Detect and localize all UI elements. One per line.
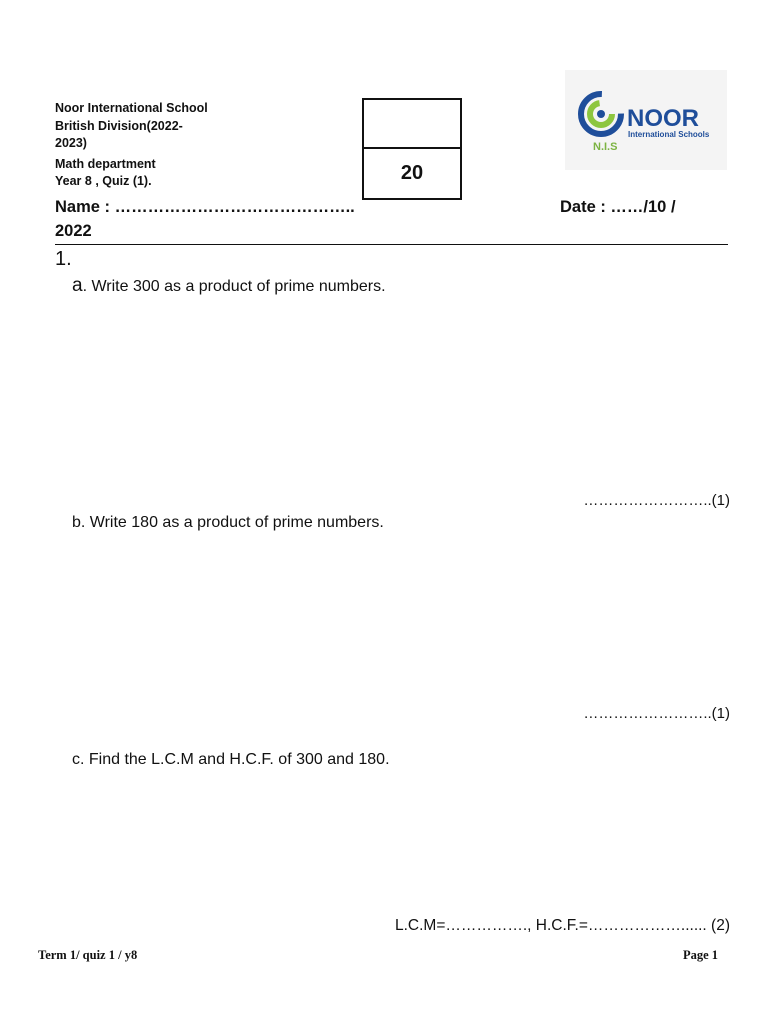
department: Math department [55, 156, 156, 171]
school-division: British Division(2022- [55, 118, 183, 133]
question-a [72, 275, 386, 297]
date-year: 2022 [55, 222, 92, 240]
noor-logo-mark [565, 70, 727, 170]
logo-abbr: N.I.S [593, 141, 618, 153]
answer-a-mark[interactable]: ……………………..(1) [583, 492, 730, 509]
footer-term: Term 1/ quiz 1 / y8 [38, 948, 138, 962]
date-field[interactable]: Date : ……/10 / [560, 198, 676, 216]
logo-subtitle: International Schools [628, 130, 710, 139]
answer-c-mark[interactable]: L.C.M=……………., H.C.F.=………………...... (2) [394, 917, 730, 934]
logo-name: NOOR [627, 105, 699, 132]
school-logo [565, 70, 727, 170]
year-quiz: Year 8 , Quiz (1). [55, 174, 152, 188]
score-box [362, 98, 462, 200]
header-divider [55, 244, 728, 245]
school-name: Noor International School [55, 101, 208, 115]
answer-b-mark[interactable]: ……………………..(1) [583, 705, 730, 722]
question-a-prefix: a [72, 275, 83, 296]
question-b: b. Write 180 as a product of prime numbers. [72, 514, 384, 531]
score-obtained-cell[interactable] [364, 100, 460, 149]
footer-page: Page 1 [682, 948, 718, 962]
school-year-range: 2023) [55, 136, 87, 150]
school-info [55, 100, 245, 191]
question-number: 1. [55, 248, 72, 270]
name-field[interactable]: Name : …………………………………….. [55, 198, 355, 216]
logo-swirl-icon [581, 94, 621, 134]
score-total: 20 [400, 162, 424, 184]
question-a-text: . Write 300 as a product of prime numbers. [82, 278, 386, 295]
question-c: c. Find the L.C.M and H.C.F. of 300 and 180. [72, 751, 390, 768]
